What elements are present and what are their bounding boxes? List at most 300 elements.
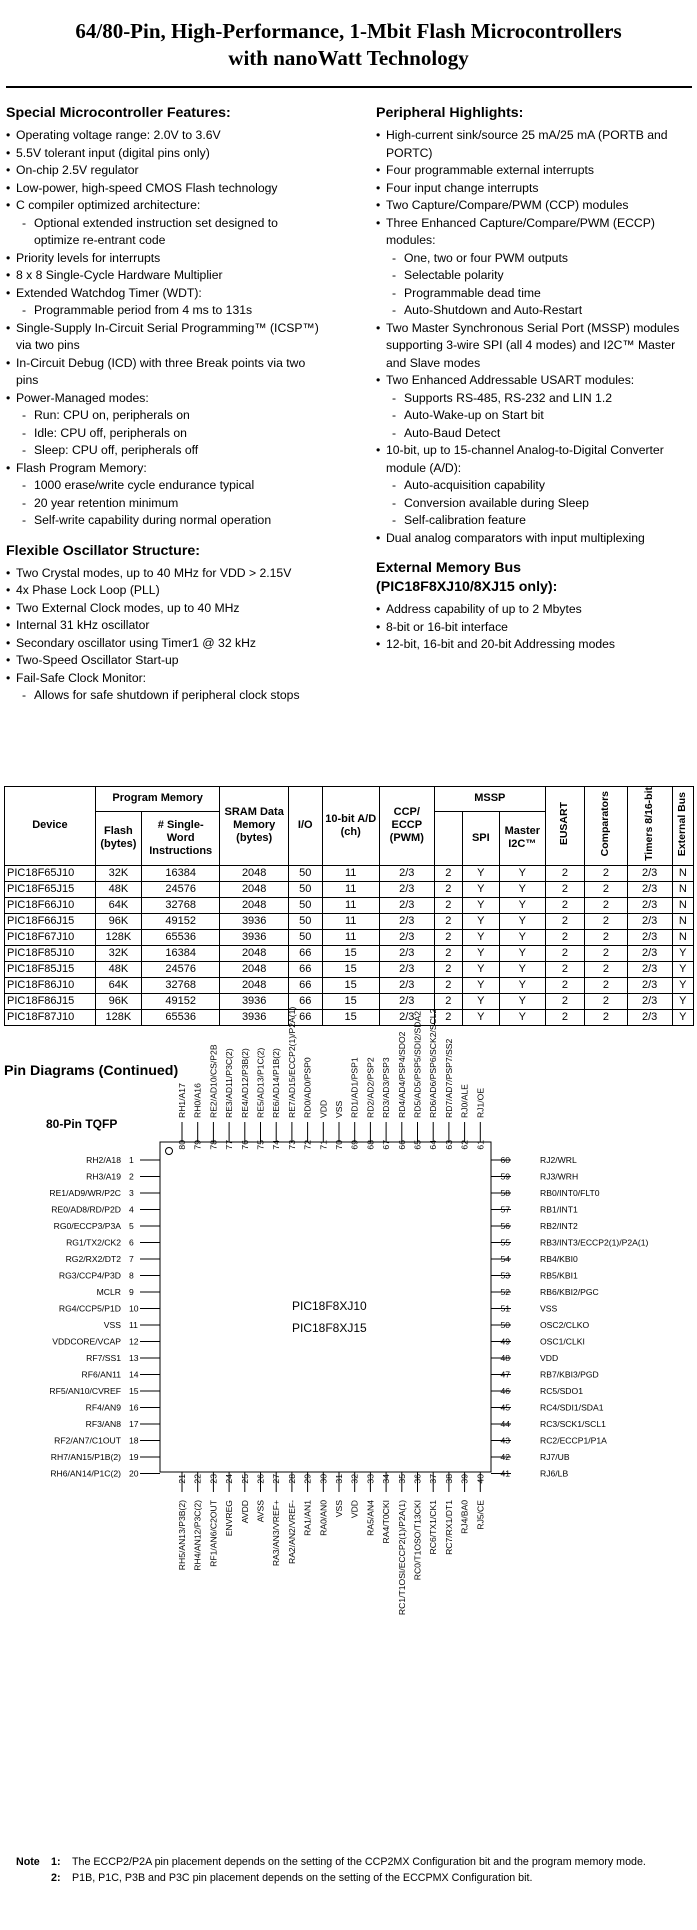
pin-number: 50: [500, 1320, 510, 1330]
table-cell: 2: [585, 1009, 628, 1025]
pin-label: RG3/CCP4/P3D: [58, 1270, 121, 1281]
table-cell: 2: [545, 881, 584, 897]
pin-label: RF6/AN11: [81, 1369, 121, 1380]
table-cell: 50: [288, 865, 322, 881]
sub-feature-item: - Auto-acquisition capability: [376, 477, 688, 495]
pin-label: RF7/SS1: [86, 1353, 121, 1363]
table-cell: 2: [434, 897, 462, 913]
sub-feature-item: - 1000 erase/write cycle endurance typical: [6, 477, 324, 495]
table-cell: 2: [545, 977, 584, 993]
table-cell: 2/3: [379, 1009, 434, 1025]
feature-item: • Priority levels for interrupts: [6, 250, 324, 268]
table-cell: 2: [434, 993, 462, 1009]
pin-number: 63: [443, 1140, 454, 1150]
table-cell: 2/3: [379, 945, 434, 961]
pin-number: 19: [129, 1452, 139, 1462]
table-cell: N: [672, 897, 693, 913]
pin-label: VSS: [334, 1500, 344, 1518]
pin-label: RA5/AN4: [365, 1500, 376, 1536]
table-cell: 2: [545, 865, 584, 881]
pin-number: 79: [192, 1140, 203, 1150]
pin-number: 43: [500, 1435, 510, 1446]
pin-number: 14: [129, 1369, 139, 1380]
pin-number: 48: [500, 1353, 510, 1363]
pin-number: 57: [500, 1204, 510, 1215]
sub-feature-item: - Run: CPU on, peripherals on: [6, 407, 324, 425]
pin-label: RB7/KBI3/PGD: [540, 1369, 599, 1380]
table-cell: 11: [322, 881, 379, 897]
pin-label: OSC2/CLKO: [540, 1320, 590, 1330]
pin-number: 21: [177, 1474, 187, 1484]
sub-feature-item: - Selectable polarity: [376, 267, 688, 285]
pin-label: RH3/A19: [86, 1171, 121, 1182]
pin-label: RB0/INT0/FLT0: [540, 1188, 600, 1198]
pin-number: 35: [396, 1474, 407, 1484]
pin-label: RJ2/WRL: [540, 1155, 577, 1165]
pin-number: 66: [396, 1140, 407, 1150]
pin-number: 78: [208, 1140, 219, 1150]
pin-number: 52: [500, 1287, 510, 1297]
pin-label: RE2/AD10/CS/P2B: [208, 1044, 219, 1118]
feature-item: • Four input change interrupts: [376, 180, 688, 198]
pin-label: RC3/SCK1/SCL1: [540, 1419, 606, 1429]
pin-number: 49: [500, 1336, 510, 1347]
device-name-cell: PIC18F65J15: [5, 881, 96, 897]
feature-item: • 10-bit, up to 15-channel Analog-to-Digital Converter module (A/D):: [376, 442, 688, 477]
pin-label: RC6/TX1/CK1: [428, 1500, 439, 1555]
pin-number: 16: [129, 1402, 139, 1413]
pin-number: 75: [255, 1140, 266, 1150]
feature-item: • Two External Clock modes, up to 40 MHz: [6, 600, 324, 618]
pin-number: 20: [129, 1468, 139, 1479]
pin-label: RD6/AD6/PSP6/SCK2/SCL2: [428, 1008, 439, 1118]
pin-number: 32: [349, 1474, 360, 1484]
pin-number: 28: [286, 1474, 297, 1484]
pin-label: RE5/AD13/P1C(2): [255, 1047, 266, 1118]
pin-label: RC7/RX1/DT1: [443, 1500, 454, 1555]
memory-bus-heading: External Memory Bus: [376, 560, 522, 576]
table-cell: 2/3: [379, 977, 434, 993]
feature-item: • Extended Watchdog Timer (WDT):: [6, 285, 324, 303]
table-cell: 66: [288, 993, 322, 1009]
table-cell: 2: [434, 977, 462, 993]
package-label: 80-Pin TQFP: [46, 1117, 118, 1131]
table-cell: 2/3: [379, 897, 434, 913]
feature-item: • Operating voltage range: 2.0V to 3.6V: [6, 127, 324, 145]
note-2-text: P1B, P1C, P3B and P3C pin placement depends on the setting of the ECCPMX Configuration bit.: [72, 1872, 533, 1884]
feature-item: • In-Circuit Debug (ICD) with three Break points via two pins: [6, 355, 324, 390]
pin-label: RD5/AD5/PSP5/SDI2/SDA2: [412, 1011, 423, 1118]
table-cell: Y: [499, 929, 545, 945]
pin-number: 4: [129, 1204, 134, 1215]
table-cell: 50: [288, 913, 322, 929]
pin-label: RD0/AD0/PSP0: [302, 1057, 313, 1118]
pin-number: 76: [239, 1140, 250, 1150]
device-table-body: [5, 865, 694, 1025]
table-cell: 50: [288, 881, 322, 897]
table-cell: Y: [499, 1009, 545, 1025]
pin-label: VSS: [103, 1320, 121, 1330]
title-rule: [6, 86, 692, 88]
page-title: [0, 18, 697, 72]
feature-item: • Internal 31 kHz oscillator: [6, 617, 324, 635]
pin-number: 54: [500, 1254, 510, 1264]
table-cell: Y: [499, 993, 545, 1009]
pin-label: RD3/AD3/PSP3: [381, 1057, 392, 1118]
table-cell: 2/3: [379, 865, 434, 881]
note-1-number: 1:: [51, 1856, 61, 1868]
memory-bus-list: [376, 601, 688, 654]
table-cell: 11: [322, 913, 379, 929]
table-row: [5, 913, 694, 929]
table-cell: 64K: [95, 977, 141, 993]
pin-number: 68: [365, 1140, 376, 1150]
pin-number: 29: [302, 1474, 313, 1484]
pin-label: VDD: [318, 1099, 329, 1118]
device-name-cell: PIC18F65J10: [5, 865, 96, 881]
pin-label: RA1/AN1: [302, 1500, 313, 1536]
table-cell: Y: [499, 913, 545, 929]
col-sram: SRAM Data Memory (bytes): [220, 787, 288, 866]
special-features-list: [6, 127, 324, 530]
col-mssp-count: [434, 811, 462, 865]
table-cell: 50: [288, 897, 322, 913]
table-cell: 66: [288, 1009, 322, 1025]
table-cell: Y: [462, 1009, 499, 1025]
pin-number: 73: [286, 1140, 297, 1150]
device-name-cell: PIC18F86J15: [5, 993, 96, 1009]
pin-label: RJ3/WRH: [540, 1171, 579, 1182]
table-cell: 2: [434, 865, 462, 881]
pin-label: RJ1/OE: [475, 1087, 486, 1118]
pin-label: VSS: [540, 1303, 558, 1314]
pin-number: 34: [381, 1474, 392, 1484]
pin-label: RD7/AD7/PSP7/SS2: [443, 1038, 454, 1118]
device-name-cell: PIC18F86J10: [5, 977, 96, 993]
table-row: [5, 897, 694, 913]
table-cell: 50: [288, 929, 322, 945]
pin-label: RB2/INT2: [540, 1221, 578, 1231]
oscillator-heading: Flexible Oscillator Structure:: [6, 542, 200, 559]
sub-feature-item: - Conversion available during Sleep: [376, 495, 688, 513]
table-cell: Y: [672, 977, 693, 993]
pin-label: RH2/A18: [86, 1155, 121, 1165]
pin-label: RF4/AN9: [85, 1402, 121, 1413]
feature-item: • Secondary oscillator using Timer1 @ 32 kHz: [6, 635, 324, 653]
sub-feature-item: - Self-calibration feature: [376, 512, 688, 530]
feature-item: • Fail-Safe Clock Monitor:: [6, 670, 324, 688]
pin-number: 22: [192, 1474, 203, 1484]
pin-label: RE0/AD8/RD/P2D: [51, 1204, 121, 1215]
title-line-2: with nanoWatt Technology: [228, 46, 469, 70]
pin-number: 12: [129, 1336, 139, 1347]
pin-label: RF5/AN10/CVREF: [49, 1386, 121, 1396]
pin-number: 17: [129, 1419, 139, 1429]
feature-item: • Two Master Synchronous Serial Port (MSSP) modules supporting 3-wire SPI (all 4 modes) and I2C™ Master and Slave modes: [376, 320, 688, 373]
table-cell: 128K: [95, 1009, 141, 1025]
pin-label: RE1/AD9/WR/P2C: [49, 1188, 121, 1198]
pin-number: 39: [459, 1474, 470, 1484]
table-cell: 2: [545, 961, 584, 977]
pin-label: RH7/AN15/P1B(2): [50, 1452, 121, 1462]
table-cell: 2: [545, 993, 584, 1009]
table-cell: N: [672, 913, 693, 929]
pin-label: RJ6/LB: [540, 1468, 569, 1479]
pin-label: RC0/T1OSO/T13CKI: [412, 1500, 423, 1581]
table-cell: Y: [462, 929, 499, 945]
table-cell: 32K: [95, 945, 141, 961]
pin-number: 41: [500, 1468, 510, 1479]
pin-number: 10: [129, 1303, 139, 1314]
pin-label: RJ0/ALE: [459, 1084, 470, 1118]
table-row: [5, 961, 694, 977]
pin-label: RF2/AN7/C1OUT: [54, 1435, 121, 1446]
table-cell: 2: [434, 913, 462, 929]
feature-item: • Three Enhanced Capture/Compare/PWM (ECCP) modules:: [376, 215, 688, 250]
sub-feature-item: - Self-write capability during normal operation: [6, 512, 324, 530]
feature-item: • Power-Managed modes:: [6, 390, 324, 408]
col-spi: SPI: [462, 811, 499, 865]
pin-number: 46: [500, 1386, 510, 1396]
table-cell: 48K: [95, 961, 141, 977]
table-cell: Y: [499, 881, 545, 897]
pin-label: RD4/AD4/PSP4/SDO2: [396, 1031, 407, 1118]
col-io: I/O: [288, 787, 322, 866]
sub-feature-item: - Auto-Shutdown and Auto-Restart: [376, 302, 688, 320]
col-ext-bus: External Bus: [672, 787, 693, 866]
table-cell: 2: [545, 929, 584, 945]
table-cell: 3936: [220, 929, 288, 945]
pin-label: RA2/AN2/VREF-: [286, 1500, 297, 1564]
feature-item: • On-chip 2.5V regulator: [6, 162, 324, 180]
feature-item: • Two Capture/Compare/PWM (CCP) modules: [376, 197, 688, 215]
chip-name-1: PIC18F8XJ10: [292, 1299, 367, 1313]
table-cell: 2: [585, 929, 628, 945]
table-cell: 2: [545, 897, 584, 913]
pin-number: 71: [318, 1140, 329, 1150]
pin-label: RB1/INT1: [540, 1204, 578, 1215]
feature-item: • Two-Speed Oscillator Start-up: [6, 652, 324, 670]
table-cell: 64K: [95, 897, 141, 913]
table-row: [5, 929, 694, 945]
sub-feature-item: - Auto-Wake-up on Start bit: [376, 407, 688, 425]
table-cell: 2: [434, 945, 462, 961]
pin-diagrams-heading: Pin Diagrams (Continued): [4, 1063, 179, 1079]
pin-number: 55: [500, 1237, 510, 1248]
pin-number: 45: [500, 1402, 510, 1413]
pin-label: OSC1/CLKI: [540, 1336, 585, 1347]
pin-label: VDDCORE/VCAP: [52, 1336, 121, 1347]
pin-label: RC5/SDO1: [540, 1386, 583, 1396]
pin-number: 58: [500, 1188, 510, 1198]
pin-number: 8: [129, 1270, 134, 1281]
pin-number: 6: [129, 1237, 134, 1248]
col-device: Device: [5, 787, 96, 866]
col-ad: 10-bit A/D (ch): [322, 787, 379, 866]
table-cell: 2/3: [627, 929, 672, 945]
table-cell: 2: [545, 1009, 584, 1025]
table-cell: 3936: [220, 993, 288, 1009]
table-cell: N: [672, 865, 693, 881]
pin-number: 25: [239, 1474, 250, 1484]
sub-feature-item: - 20 year retention minimum: [6, 495, 324, 513]
table-cell: 66: [288, 945, 322, 961]
table-cell: Y: [462, 897, 499, 913]
pin-label: RE4/AD12/P3B(2): [239, 1048, 250, 1118]
col-single-word: # Single-Word Instructions: [141, 811, 220, 865]
note-label: Note: [16, 1856, 40, 1868]
chip-outline: [160, 1142, 491, 1472]
pin-number: 72: [302, 1140, 313, 1150]
feature-item: • Flash Program Memory:: [6, 460, 324, 478]
pin-label: RA0/AN0: [318, 1500, 329, 1536]
table-cell: Y: [462, 977, 499, 993]
pin-label: RC2/ECCP1/P1A: [540, 1435, 607, 1446]
table-cell: 15: [322, 1009, 379, 1025]
pin-number: 13: [129, 1353, 139, 1363]
table-cell: 2/3: [379, 881, 434, 897]
sub-feature-item: - Idle: CPU off, peripherals on: [6, 425, 324, 443]
table-cell: 2/3: [379, 913, 434, 929]
pin-label: RB3/INT3/ECCP2(1)/P2A(1): [540, 1237, 649, 1248]
pin-number: 40: [475, 1474, 486, 1484]
pin-label: RH4/AN12/P3C(2): [192, 1500, 203, 1571]
sub-feature-item: - Programmable period from 4 ms to 131s: [6, 302, 324, 320]
device-name-cell: PIC18F66J10: [5, 897, 96, 913]
pin-label: RC1/T1OSI/ECCP2(1)/P2A(1): [396, 1500, 407, 1616]
table-row: [5, 865, 694, 881]
pin-label: RF1/AN6/C2OUT: [208, 1500, 219, 1567]
pin-number: 44: [500, 1419, 510, 1429]
table-cell: N: [672, 881, 693, 897]
peripherals-list: [376, 127, 688, 547]
pin-label: RB6/KBI2/PGC: [540, 1287, 599, 1297]
pin-number: 1: [129, 1155, 134, 1165]
col-master-i2c: Master I2C™: [499, 811, 545, 865]
pin-label: RJ4/BA0: [459, 1500, 470, 1534]
table-row: [5, 881, 694, 897]
pin-label: RG1/TX2/CK2: [66, 1237, 121, 1248]
table-cell: 2/3: [627, 945, 672, 961]
pin-label: AVSS: [255, 1500, 266, 1523]
pin1-marker: [166, 1148, 173, 1155]
col-timers: Timers 8/16-bit: [627, 787, 672, 866]
pin-label: VDD: [349, 1500, 360, 1519]
table-cell: 66: [288, 977, 322, 993]
pin-label: RG4/CCP5/P1D: [58, 1303, 121, 1314]
table-cell: 2048: [220, 977, 288, 993]
table-cell: 32768: [141, 977, 220, 993]
sub-feature-item: - Auto-Baud Detect: [376, 425, 688, 443]
feature-item: • High-current sink/source 25 mA/25 mA (PORTB and PORTC): [376, 127, 688, 162]
feature-item: • 12-bit, 16-bit and 20-bit Addressing modes: [376, 636, 688, 654]
table-cell: Y: [462, 993, 499, 1009]
pin-number: 80: [177, 1140, 187, 1150]
pin-number: 24: [224, 1474, 235, 1484]
pin-label: RH6/AN14/P1C(2): [50, 1468, 121, 1479]
table-cell: 2: [585, 913, 628, 929]
table-cell: Y: [499, 865, 545, 881]
pin-number: 30: [318, 1474, 329, 1484]
pin-number: 11: [129, 1320, 138, 1330]
pin-label: RE3/AD11/P3C(2): [224, 1048, 235, 1118]
sub-feature-item: - Optional extended instruction set designed to optimize re-entrant code: [6, 215, 324, 250]
pin-number: 18: [129, 1435, 139, 1446]
pin-number: 74: [271, 1140, 282, 1150]
table-cell: 2: [585, 977, 628, 993]
note-1-text: The ECCP2/P2A pin placement depends on the setting of the CCP2MX Configuration bit and the program memory mode.: [72, 1856, 646, 1868]
table-cell: Y: [462, 913, 499, 929]
table-cell: 2: [434, 961, 462, 977]
table-cell: 3936: [220, 1009, 288, 1025]
device-name-cell: PIC18F85J15: [5, 961, 96, 977]
table-cell: Y: [499, 897, 545, 913]
table-cell: 96K: [95, 993, 141, 1009]
pin-number: 70: [334, 1140, 344, 1150]
sub-feature-item: - One, two or four PWM outputs: [376, 250, 688, 268]
memory-bus-subheading: (PIC18F8XJ10/8XJ15 only):: [376, 579, 558, 595]
pin-number: 59: [500, 1171, 510, 1182]
feature-item: • 5.5V tolerant input (digital pins only): [6, 145, 324, 163]
pin-label: RH0/A16: [192, 1083, 203, 1118]
table-cell: 2: [585, 945, 628, 961]
pin-label: MCLR: [96, 1287, 121, 1297]
table-cell: 2/3: [627, 897, 672, 913]
pin-number: 56: [500, 1221, 510, 1231]
table-cell: 2: [585, 897, 628, 913]
table-cell: 11: [322, 929, 379, 945]
peripherals-heading: Peripheral Highlights:: [376, 105, 524, 121]
table-cell: Y: [462, 865, 499, 881]
pin-number: 2: [129, 1171, 134, 1182]
pin-label: RG2/RX2/DT2: [65, 1254, 121, 1264]
pin-number: 36: [412, 1474, 423, 1484]
sub-feature-item: - Allows for safe shutdown if peripheral clock stops: [6, 687, 324, 705]
table-cell: 2/3: [379, 929, 434, 945]
pin-number: 60: [500, 1155, 510, 1165]
table-row: [5, 993, 694, 1009]
pin-label: RH5/AN13/P3B(2): [177, 1500, 187, 1571]
table-cell: 15: [322, 977, 379, 993]
table-cell: 2/3: [627, 865, 672, 881]
pin-label: AVDD: [239, 1500, 250, 1524]
table-cell: 11: [322, 897, 379, 913]
table-cell: 2/3: [627, 961, 672, 977]
pin-label: RJ5/CE: [475, 1500, 486, 1530]
pin-number: 37: [428, 1474, 439, 1484]
pin-number: 15: [129, 1386, 139, 1396]
feature-item: • 4x Phase Lock Loop (PLL): [6, 582, 324, 600]
pin-number: 7: [129, 1254, 134, 1264]
pin-number: 61: [475, 1140, 486, 1150]
table-cell: 2/3: [627, 913, 672, 929]
right-column: [376, 104, 688, 654]
note-2-number: 2:: [51, 1872, 61, 1884]
table-cell: N: [672, 929, 693, 945]
table-cell: 2/3: [627, 993, 672, 1009]
pin-number: 5: [129, 1221, 134, 1231]
device-name-cell: PIC18F66J15: [5, 913, 96, 929]
table-cell: 2: [434, 929, 462, 945]
pin-label: RJ7/UB: [540, 1452, 570, 1462]
device-name-cell: PIC18F67J10: [5, 929, 96, 945]
table-cell: 15: [322, 945, 379, 961]
feature-item: • Two Enhanced Addressable USART modules:: [376, 372, 688, 390]
table-cell: 2/3: [379, 961, 434, 977]
table-cell: 49152: [141, 913, 220, 929]
pin-number: 26: [255, 1474, 266, 1484]
pin-number: 53: [500, 1270, 510, 1281]
